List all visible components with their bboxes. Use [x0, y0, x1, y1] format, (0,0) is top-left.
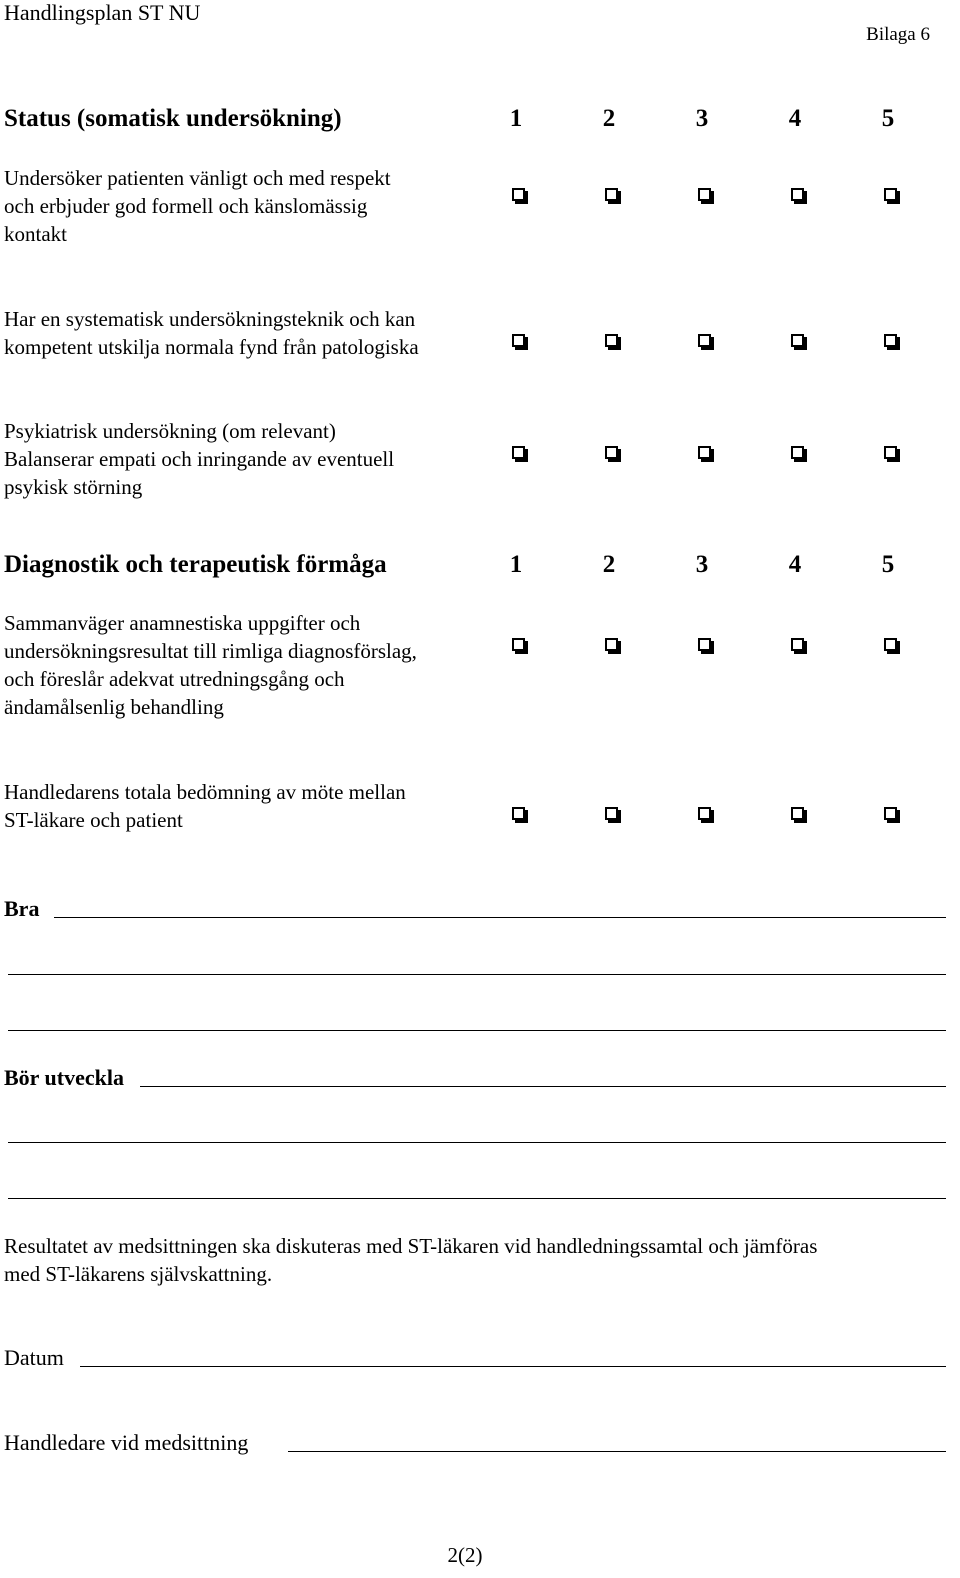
section-diagnostik-heading: Diagnostik och terapeutisk förmåga [4, 551, 387, 578]
assessment-item-line: kompetent utskilja normala fynd från patologiska [4, 335, 419, 359]
scale-number-3: 3 [695, 551, 709, 578]
assessment-item-line: och föreslår adekvat utredningsgång och [4, 667, 345, 691]
rating-checkbox-4[interactable] [791, 188, 804, 201]
date-label: Datum [4, 1345, 64, 1370]
scale-number-2: 2 [602, 551, 616, 578]
improve-input-line[interactable] [8, 1198, 946, 1199]
rating-checkbox-1[interactable] [512, 188, 525, 201]
rating-checkbox-4[interactable] [791, 807, 804, 820]
supervisor-input-line[interactable] [288, 1451, 946, 1452]
rating-checkbox-5[interactable] [884, 807, 897, 820]
assessment-item-line: kontakt [4, 222, 67, 246]
rating-checkbox-5[interactable] [884, 334, 897, 347]
section-status-heading: Status (somatisk undersökning) [4, 105, 342, 132]
improve-label: Bör utveckla [4, 1065, 124, 1090]
rating-checkbox-3[interactable] [698, 188, 711, 201]
note-line: med ST-läkarens självskattning. [4, 1262, 273, 1286]
rating-checkbox-1[interactable] [512, 807, 525, 820]
rating-checkbox-4[interactable] [791, 334, 804, 347]
rating-checkbox-2[interactable] [605, 188, 618, 201]
rating-checkbox-4[interactable] [791, 638, 804, 651]
rating-checkbox-3[interactable] [698, 334, 711, 347]
assessment-item-line: Har en systematisk undersökningsteknik och kan [4, 307, 416, 331]
good-input-line[interactable] [54, 917, 946, 918]
note-line: Resultatet av medsittningen ska diskuteras med ST-läkaren vid handledningssamtal och jämföras [4, 1234, 818, 1258]
rating-checkbox-2[interactable] [605, 807, 618, 820]
good-input-line[interactable] [8, 974, 946, 975]
scale-number-5: 5 [881, 551, 895, 578]
assessment-item-text [4, 778, 504, 834]
supervisor-label: Handledare vid medsittning [4, 1430, 249, 1455]
assessment-item-line: Balanserar empati och inringande av eventuell [4, 447, 395, 471]
rating-checkbox-3[interactable] [698, 807, 711, 820]
scale-number-4: 4 [788, 551, 802, 578]
scale-number-5: 5 [881, 105, 895, 132]
assessment-item-line: ST-läkare och patient [4, 808, 183, 832]
document-title: Handlingsplan ST NU [4, 0, 201, 25]
rating-checkbox-1[interactable] [512, 334, 525, 347]
rating-checkbox-1[interactable] [512, 446, 525, 459]
rating-checkbox-3[interactable] [698, 638, 711, 651]
rating-checkbox-1[interactable] [512, 638, 525, 651]
good-input-line[interactable] [8, 1030, 946, 1031]
improve-input-line[interactable] [8, 1142, 946, 1143]
rating-checkbox-3[interactable] [698, 446, 711, 459]
assessment-item-text [4, 164, 504, 248]
assessment-item-line: Handledarens totala bedömning av möte mellan [4, 780, 406, 804]
good-label: Bra [4, 896, 40, 921]
rating-checkbox-2[interactable] [605, 334, 618, 347]
scale-number-1: 1 [509, 551, 523, 578]
assessment-item-line: Sammanväger anamnestiska uppgifter och [4, 611, 361, 635]
assessment-item-line: och erbjuder god formell och känslomässig [4, 194, 368, 218]
page-number: 2(2) [447, 1543, 483, 1567]
assessment-item-line: Undersöker patienten vänligt och med respekt [4, 166, 391, 190]
appendix-label: Bilaga 6 [866, 24, 930, 45]
assessment-item-line: undersökningsresultat till rimliga diagnosförslag, [4, 639, 417, 663]
assessment-item-text [4, 417, 504, 501]
instruction-note [4, 1232, 959, 1288]
assessment-item-line: psykisk störning [4, 475, 143, 499]
scale-number-2: 2 [602, 105, 616, 132]
scale-number-1: 1 [509, 105, 523, 132]
scale-number-3: 3 [695, 105, 709, 132]
rating-checkbox-5[interactable] [884, 446, 897, 459]
assessment-item-text [4, 305, 504, 361]
rating-checkbox-5[interactable] [884, 638, 897, 651]
assessment-item-text [4, 609, 504, 721]
rating-checkbox-5[interactable] [884, 188, 897, 201]
rating-checkbox-2[interactable] [605, 446, 618, 459]
date-input-line[interactable] [80, 1366, 946, 1367]
rating-checkbox-2[interactable] [605, 638, 618, 651]
improve-input-line[interactable] [140, 1086, 946, 1087]
rating-checkbox-4[interactable] [791, 446, 804, 459]
assessment-item-line: Psykiatrisk undersökning (om relevant) [4, 419, 336, 443]
assessment-item-line: ändamålsenlig behandling [4, 695, 224, 719]
scale-number-4: 4 [788, 105, 802, 132]
